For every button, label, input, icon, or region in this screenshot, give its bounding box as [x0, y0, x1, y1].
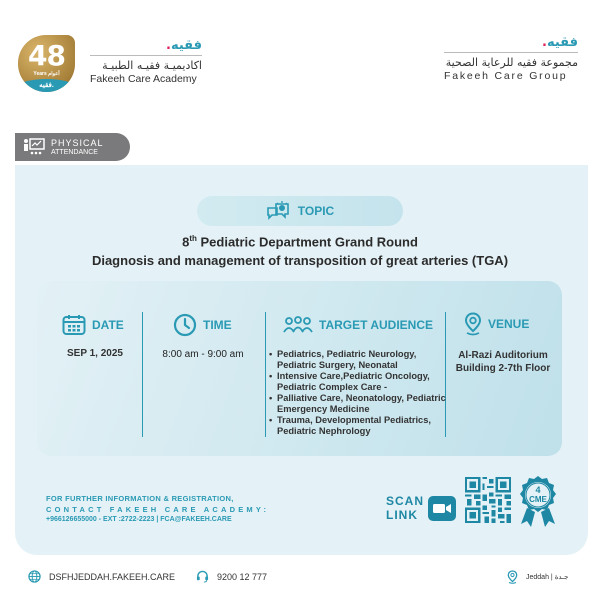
time-value: 8:00 am - 9:00 am	[162, 349, 244, 360]
website-link[interactable]	[28, 570, 175, 583]
date-value: SEP 1, 2025	[67, 348, 123, 359]
attendance-tab	[15, 133, 130, 161]
svg-text:CME: CME	[529, 495, 547, 504]
academy-name-english: Fakeeh Care Academy	[90, 73, 197, 85]
column-divider	[265, 312, 266, 437]
event-subtitle: Diagnosis and management of transposition of great arteries (TGA)	[91, 253, 509, 268]
column-divider	[142, 312, 143, 437]
group-logo	[444, 35, 578, 82]
location-label	[507, 570, 568, 584]
audience-item: • Palliative Care, Neonatology, Pediatric Emergency Medicine	[269, 393, 449, 415]
audience-item: • Intensive Care,Pediatric Oncology, Pediatric Complex Care -	[269, 371, 449, 393]
event-title: 8th Pediatric Department Grand Round	[182, 234, 418, 250]
contact-info	[46, 494, 269, 523]
location-pin-icon	[507, 570, 518, 584]
venue-label: VENUE	[488, 317, 530, 331]
time-heading	[173, 313, 232, 337]
group-name-arabic: مجموعة فقيه للرعاية الصحية	[445, 56, 578, 69]
video-camera-icon[interactable]	[428, 496, 456, 521]
audience-label: TARGET AUDIENCE	[319, 318, 433, 332]
headset-icon	[196, 570, 209, 583]
audience-heading	[283, 316, 433, 334]
audience-item: • Trauma, Developmental Pediatrics, Pediatric Nephrology	[269, 415, 449, 437]
brand-mark: .فقيه	[541, 35, 578, 50]
venue-heading	[464, 312, 529, 336]
calendar-icon	[62, 314, 86, 336]
academy-logo	[90, 38, 202, 85]
idea-chat-icon	[266, 200, 290, 222]
people-icon	[283, 316, 313, 334]
cme-badge	[515, 474, 561, 530]
location-pin-icon	[464, 312, 482, 336]
anniversary-badge	[18, 35, 75, 92]
topic-label: TOPIC	[297, 204, 335, 218]
globe-icon	[28, 570, 41, 583]
date-label: DATE	[92, 318, 124, 332]
badge-caption: Years أعوام	[33, 71, 60, 77]
venue-line2: Building 2-7th Floor	[455, 363, 551, 374]
logo-divider	[444, 52, 578, 53]
presentation-icon	[23, 138, 45, 156]
contact-line2: CONTACT FAKEEH CARE ACADEMY:	[46, 505, 270, 514]
svg-text:4: 4	[535, 485, 541, 495]
group-name-english: Fakeeh Care Group	[444, 70, 568, 82]
qr-code[interactable]	[465, 477, 511, 523]
badge-band: فقيه.	[18, 79, 75, 92]
audience-list	[269, 349, 449, 437]
date-heading	[62, 314, 124, 336]
time-label: TIME	[203, 318, 232, 332]
location-text: Jeddah | جـدة	[526, 574, 569, 581]
audience-item: • Pediatrics, Pediatric Neurology, Pediatric Surgery, Neonatal	[269, 349, 449, 371]
clock-icon	[173, 313, 197, 337]
brand-mark: .فقيه	[165, 38, 202, 53]
venue-line1: Al-Razi Auditorium	[458, 350, 548, 361]
phone-text: 9200 12 777	[217, 571, 268, 582]
attendance-line1: PHYSICAL	[51, 137, 104, 148]
venue-value	[448, 349, 558, 375]
attendance-line2: ATTENDANCE	[51, 148, 98, 156]
website-text: DSFHJEDDAH.FAKEEH.CARE	[49, 571, 176, 582]
badge-number: 48	[28, 39, 65, 72]
phone-link[interactable]	[196, 570, 267, 583]
contact-line1: FOR FURTHER INFORMATION & REGISTRATION,	[46, 494, 234, 503]
scan-link-label: SCAN LINK	[386, 494, 425, 522]
topic-pill	[197, 196, 403, 226]
logo-divider	[90, 55, 202, 56]
academy-name-arabic: اكاديميـة فقيـه الطبيـة	[102, 59, 202, 72]
contact-line3[interactable]: +966126655000 - EXT :2722-2223 | FCA@FAKEEH.CARE	[46, 516, 232, 523]
